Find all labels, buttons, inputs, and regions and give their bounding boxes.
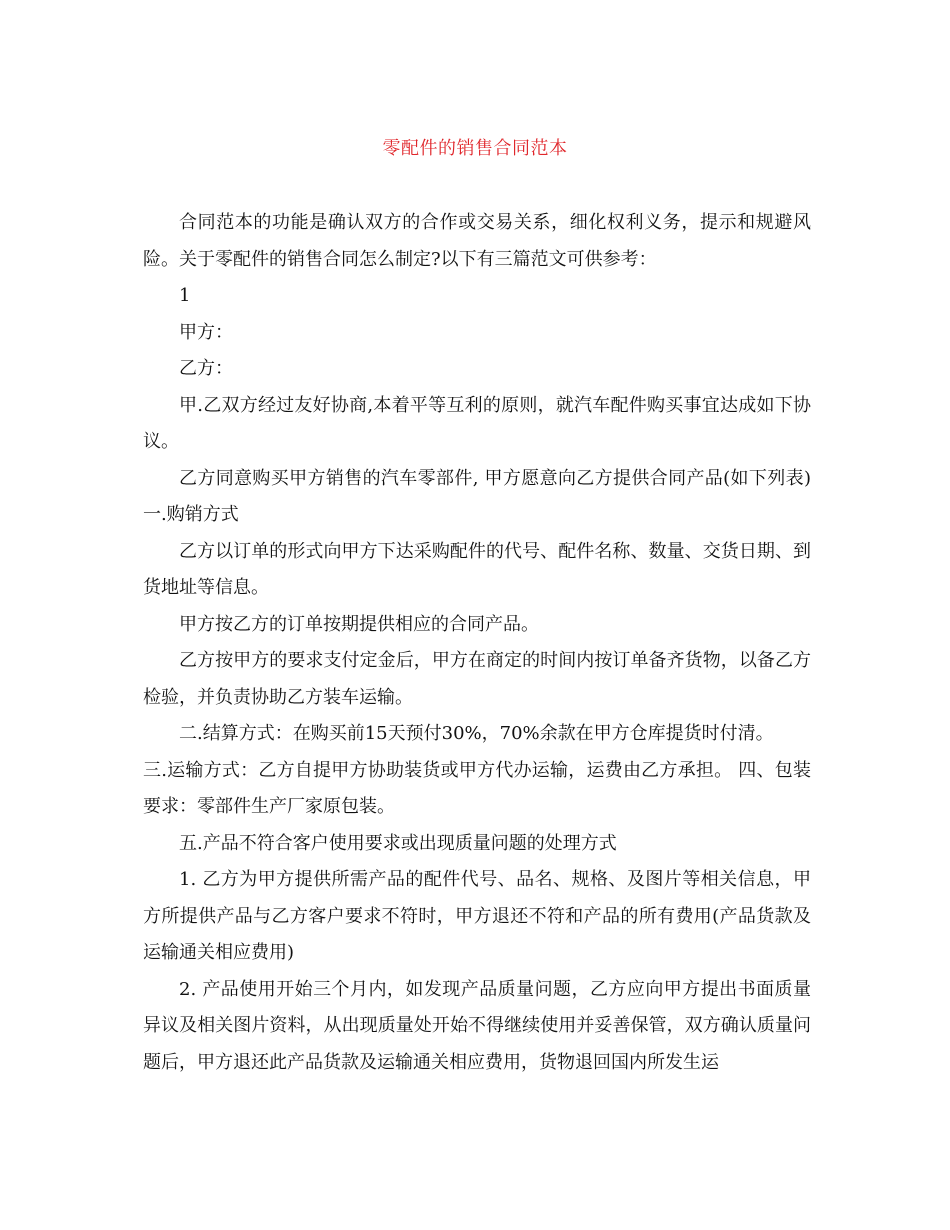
paragraph-purchase: 乙方同意购买甲方销售的汽车零部件, 甲方愿意向乙方提供合同产品(如下列表) 一.购销方式 bbox=[143, 467, 811, 525]
paragraph-quality-item-2: 2. 产品使用开始三个月内，如发现产品质量问题，乙方应向甲方提出书面质量异议及相关图片资料，从出现质量处开始不得继续使用并妥善保管，双方确认质量问题后，甲方退还此产品货款及运输通关相应费用，货物退回国内所发生运 bbox=[143, 978, 811, 1073]
paragraph-quality-item-1: 1. 乙方为甲方提供所需产品的配件代号、品名、规格、及图片等相关信息，甲方所提供产品与乙方客户要求不符时，甲方退还不符和产品的所有费用(产品货款及运输通关相应费用) bbox=[143, 869, 811, 963]
document-body bbox=[143, 205, 811, 1081]
document-title: 零配件的销售合同范本 bbox=[382, 138, 568, 159]
paragraph-supply: 甲方按乙方的订单按期提供相应的合同产品。 bbox=[179, 613, 539, 635]
paragraph-party-a: 甲方： bbox=[179, 321, 233, 343]
paragraph-order: 乙方以订单的形式向甲方下达采购配件的代号、配件名称、数量、交货日期、到货地址等信息。 bbox=[143, 540, 811, 598]
paragraph-quality-heading: 五.产品不符合客户使用要求或出现质量问题的处理方式 bbox=[179, 832, 617, 854]
paragraph-deposit: 乙方按甲方的要求支付定金后，甲方在商定的时间内按订单备齐货物，以备乙方检验，并负责协助乙方装车运输。 bbox=[143, 650, 811, 708]
paragraph-agreement: 甲.乙双方经过友好协商,本着平等互利的原则，就汽车配件购买事宜达成如下协议。 bbox=[143, 394, 811, 452]
paragraph-section-number: 1 bbox=[179, 285, 191, 306]
paragraph-transport: 三.运输方式：乙方自提甲方协助装货或甲方代办运输，运费由乙方承担。 四、包装要求：零部件生产厂家原包装。 bbox=[143, 759, 811, 817]
paragraph-settlement: 二.结算方式：在购买前15天预付30%，70%余款在甲方仓库提货时付清。 bbox=[179, 723, 774, 744]
paragraph-party-b: 乙方： bbox=[179, 358, 233, 379]
paragraph-intro: 合同范本的功能是确认双方的合作或交易关系，细化权利义务，提示和规避风险。关于零配件的销售合同怎么制定?以下有三篇范文可供参考： bbox=[143, 212, 811, 270]
